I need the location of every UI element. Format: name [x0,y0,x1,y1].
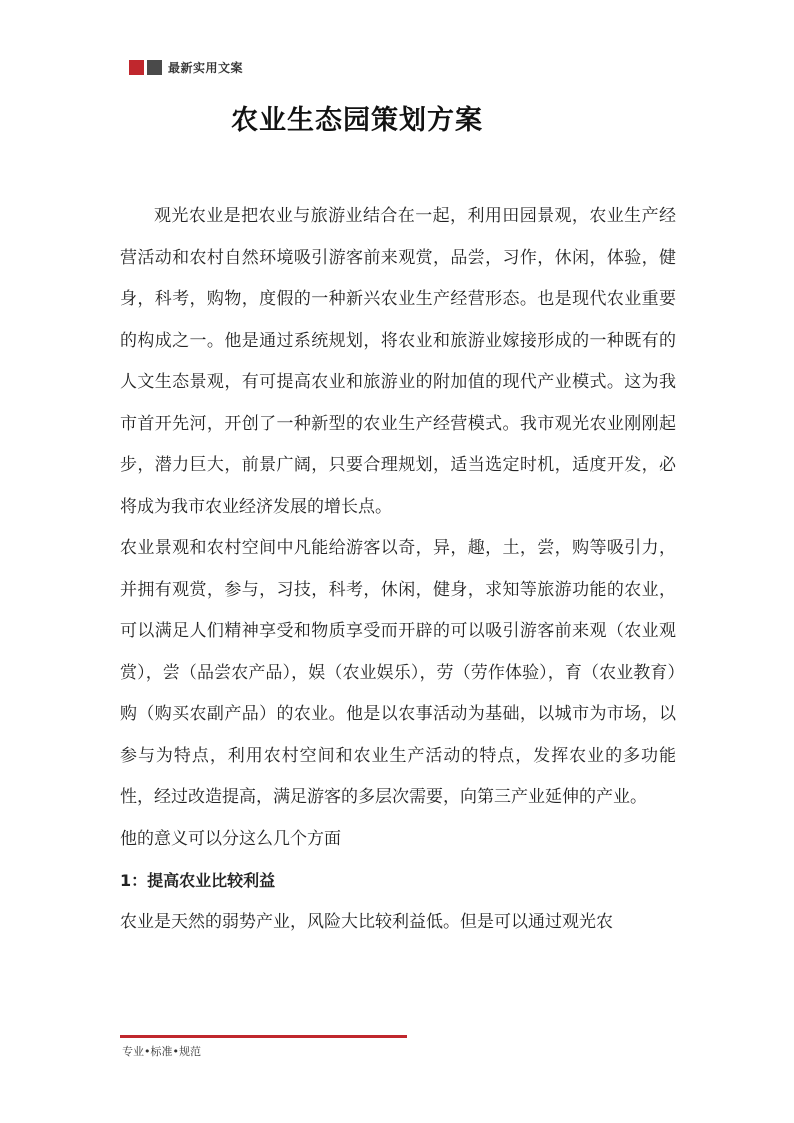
document-body [120,196,676,943]
red-square-icon [129,60,144,75]
page-title: 农业生态园策划方案 [231,105,483,136]
section-heading-1: 1：提高农业比较利益 [120,871,276,890]
dark-square-icon [147,60,162,75]
paragraph-significance-intro: 他的意义可以分这么几个方面 [120,828,341,849]
header-label: 最新实用文案 [168,60,244,75]
footer-label: 专业•标准•规范 [122,1045,201,1058]
paragraph-intro: 观光农业是把农业与旅游业结合在一起，利用田园景观，农业生产经营活动和农村自然环境吸引游客前来观赏，品尝，习作，休闲，体验，健身，科考，购物，度假的一种新兴农业生产经营形态。也是现代农业重要的构成之一。他是通过系统规划，将农业和旅游业嫁接形成的一种既有的人文生态景观，有可提高农业和旅游业的附加值的现代产业模式。这为我市首开先河，开创了一种新型的农业生产经营模式。我市观光农业刚刚起步，潜力巨大，前景广阔，只要合理规划，适当选定时机，适度开发，必将成为我市农业经济发展的增长点。 [120,206,676,517]
doc-header [129,58,243,76]
footer-divider [120,1035,407,1038]
paragraph-section-1: 农业是天然的弱势产业，风险大比较利益低。但是可以通过观光农 [120,911,613,932]
paragraph-definition: 农业景观和农村空间中凡能给游客以奇，异，趣，土，尝，购等吸引力，并拥有观赏，参与，习技，科考，休闲，健身，求知等旅游功能的农业，可以满足人们精神享受和物质享受而开辟的可以吸引游客前来观（农业观赏），尝（品尝农产品），娱（农业娱乐），劳（劳作体验），育（农业教育）购（购买农副产品）的农业。他是以农事活动为基础，以城市为市场，以参与为特点，利用农村空间和农业生产活动的特点，发挥农业的多功能性，经过改造提高，满足游客的多层次需要，向第三产业延伸的产业。 [120,538,676,807]
